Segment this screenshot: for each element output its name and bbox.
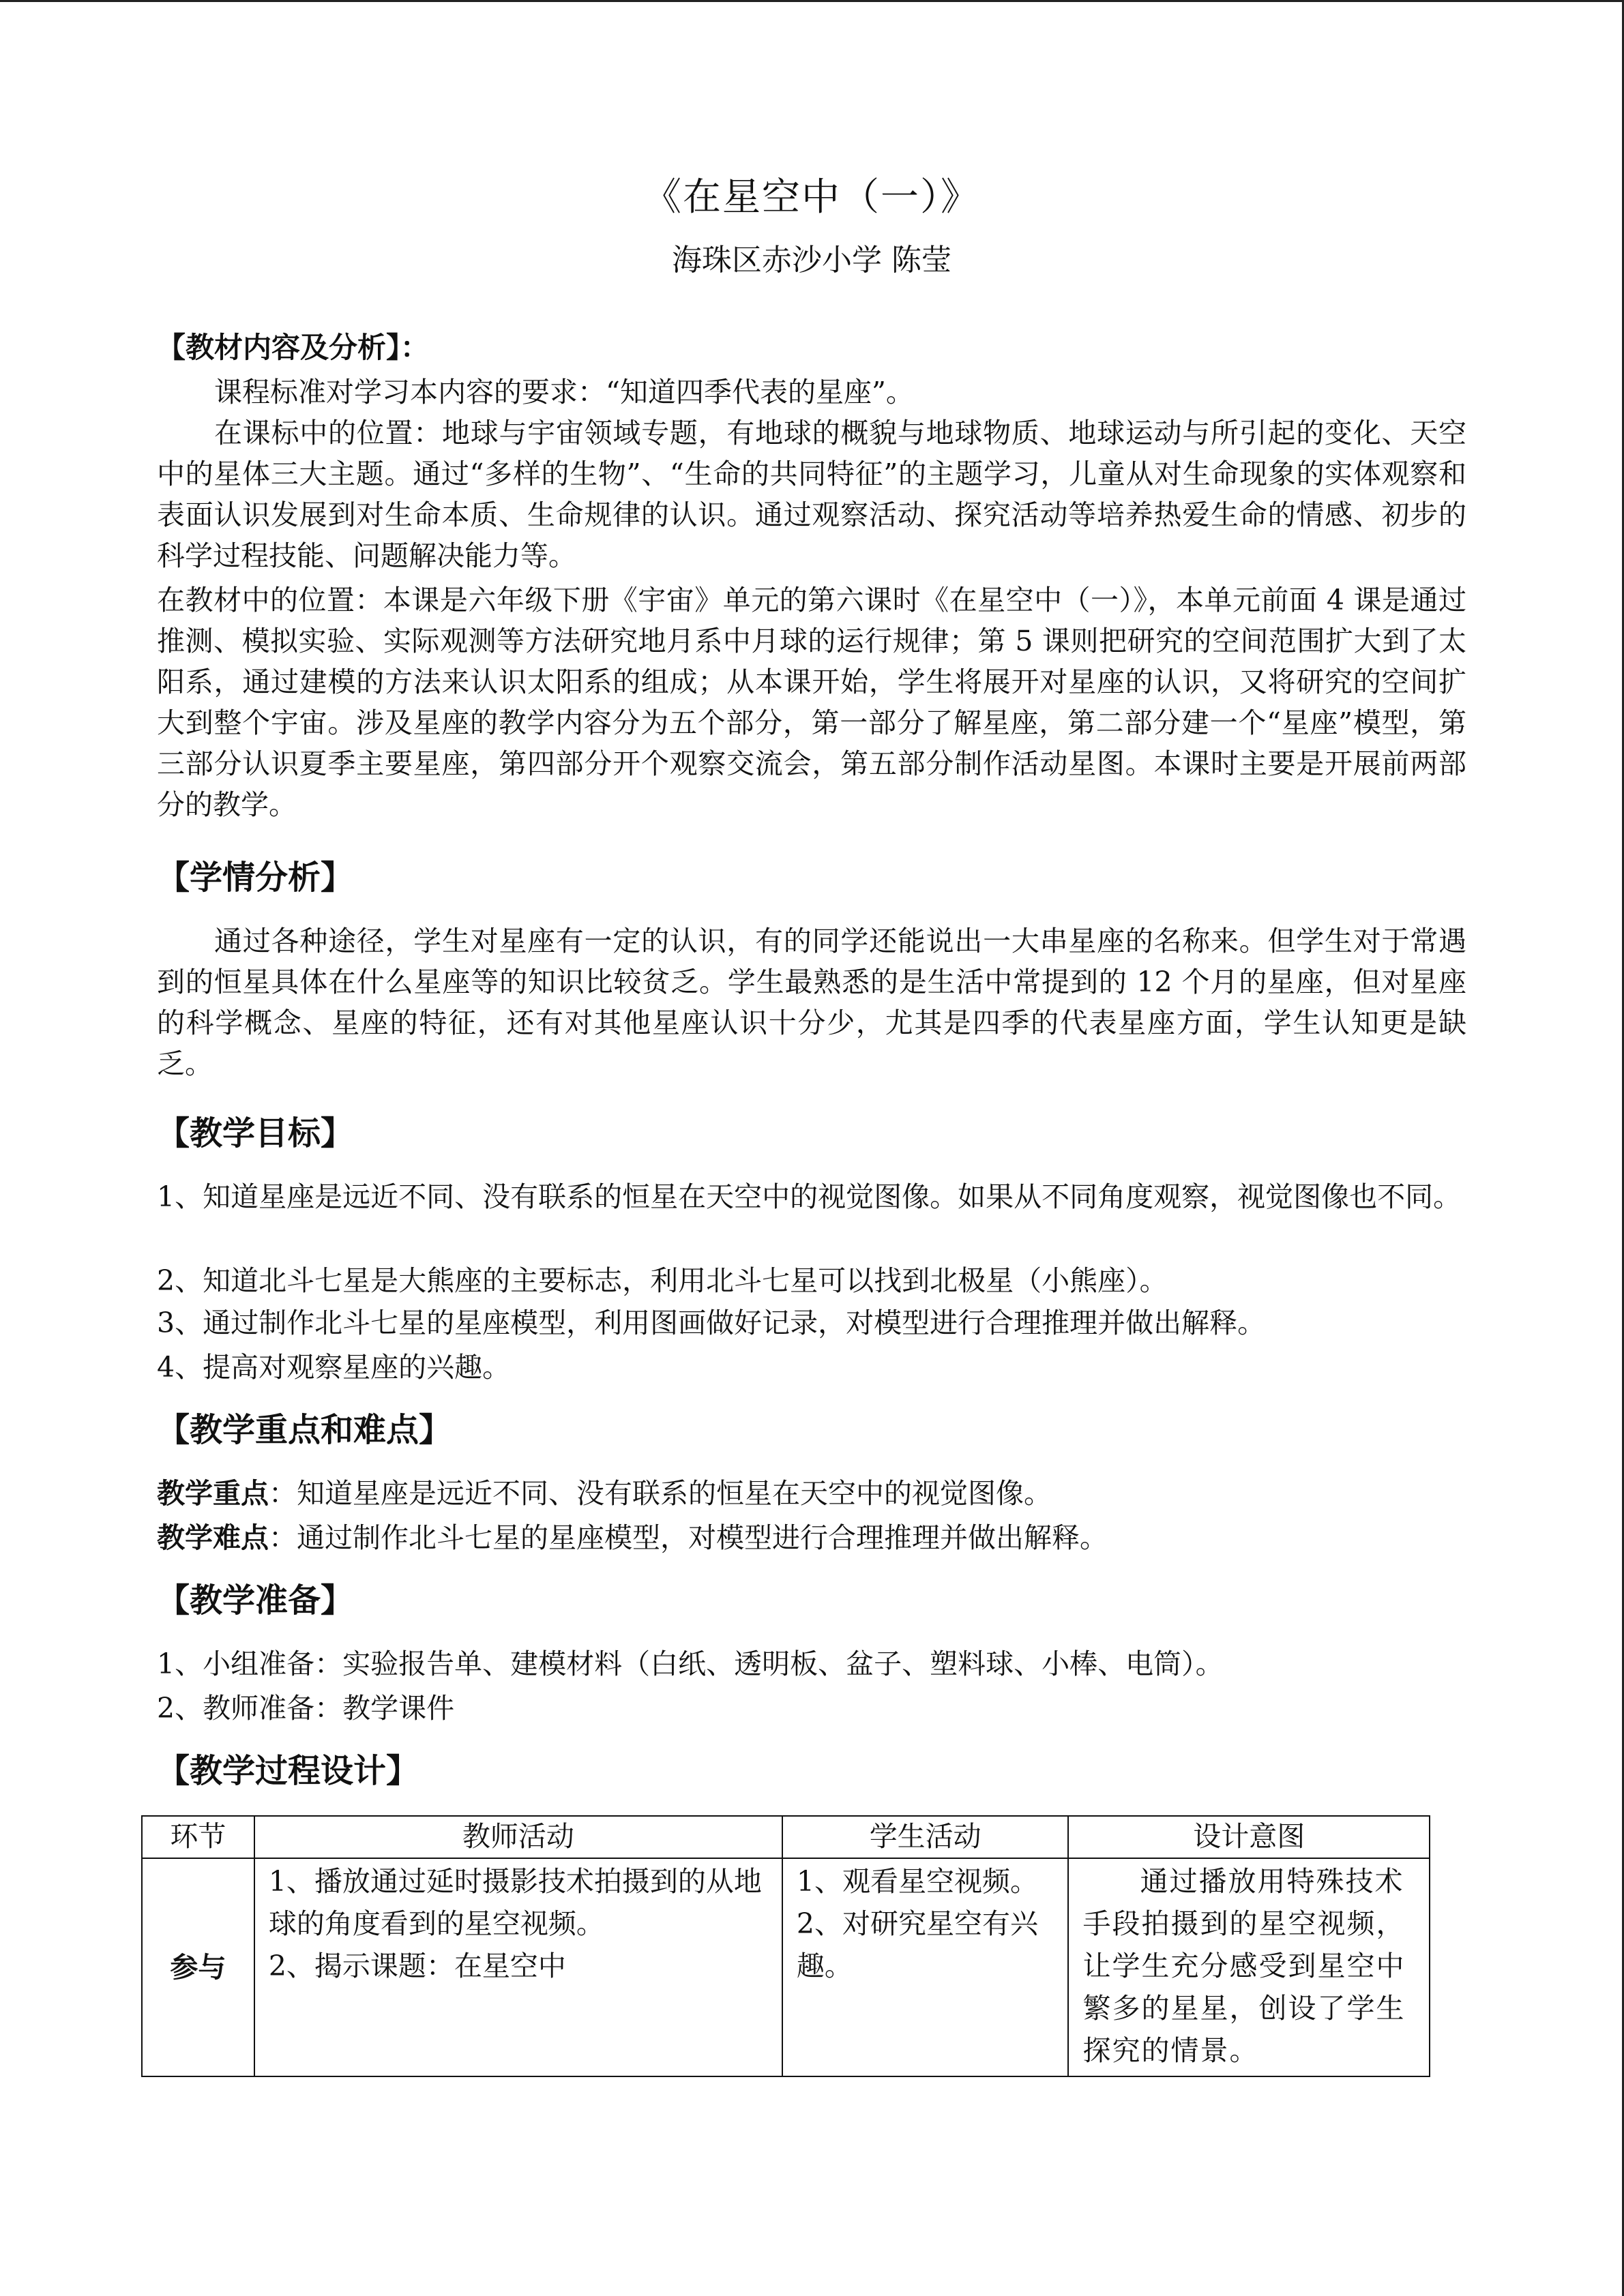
student-line-2: 2、对研究星空有兴趣。 [796, 1907, 1038, 1982]
section-heading-process: 【教学过程设计】 [157, 1752, 419, 1790]
cell-stage: 参与 [142, 1858, 254, 2076]
teacher-line-1: 1、播放通过延时摄影技术拍摄到的从地球的角度看到的星空视频。 [268, 1865, 762, 1940]
student-line-1: 1、观看星空视频。 [796, 1865, 1038, 1898]
cell-intent: 通过播放用特殊技术手段拍摄到的星空视频，让学生充分感受到星空中繁多的星星，创设了学生探究的情景。 [1068, 1858, 1430, 2076]
section-heading-students: 【学情分析】 [157, 859, 354, 897]
goal-item-4: 4、提高对观察星座的兴趣。 [157, 1351, 511, 1384]
author-line: 海珠区赤沙小学 陈莹 [672, 243, 951, 278]
teacher-line-2: 2、揭示课题：在星空中 [268, 1950, 566, 1982]
table-row [142, 1858, 1430, 2076]
column-header-teacher: 教师活动 [254, 1816, 782, 1858]
material-paragraph-1: 课程标准对学习本内容的要求：“知道四季代表的星座”。 [214, 376, 914, 408]
column-header-student: 学生活动 [782, 1816, 1069, 1858]
column-header-stage: 环节 [142, 1816, 254, 1858]
focus-label: 教学重点 [157, 1477, 269, 1510]
section-heading-keypoints: 【教学重点和难点】 [157, 1411, 452, 1449]
section-heading-goals: 【教学目标】 [157, 1114, 354, 1152]
material-paragraph-3: 在教材中的位置：本课是六年级下册《宇宙》单元的第六课时《在星空中（一）》，本单元前面 4 课是通过推测、模拟实验、实际观测等方法研究地月系中月球的运行规律；第 5 课则把研究的空间范围扩大到了太阳系，通过建模的方法来认识太阳系的组成；从本课开始，学生将展开对星座的认识，又将研究的空间扩大到整个宇宙。涉及星座的教学内容分为五个部分，第一部分了解星座，第二部分建一个“星座”模型，第三部分认识夏季主要星座，第四部分开个观察交流会，第五部分制作活动星图。本课时主要是开展前两部分的教学。 [157, 584, 1466, 821]
cell-student [782, 1858, 1069, 2076]
goal-item-2: 2、知道北斗七星是大熊座的主要标志，利用北斗七星可以找到北极星（小熊座）。 [157, 1264, 1168, 1297]
section-heading-material: 【教材内容及分析】： [157, 331, 430, 364]
difficulty-label: 教学难点 [157, 1521, 269, 1554]
prep-item-2: 2、教师准备：教学课件 [157, 1692, 455, 1725]
section-heading-prep: 【教学准备】 [157, 1581, 354, 1620]
cell-teacher [254, 1858, 782, 2076]
column-header-intent: 设计意图 [1068, 1816, 1430, 1858]
focus-line [157, 1473, 1466, 1514]
focus-text: ：知道星座是远近不同、没有联系的恒星在天空中的视觉图像。 [269, 1477, 1052, 1510]
goal-item-3: 3、通过制作北斗七星的星座模型，利用图画做好记录，对模型进行合理推理并做出解释。 [157, 1307, 1266, 1339]
page-border-top [0, 0, 1624, 2]
prep-item-1: 1、小组准备：实验报告单、建模材料（白纸、透明板、盆子、塑料球、小棒、电筒）。 [157, 1648, 1224, 1680]
difficulty-line [157, 1517, 1466, 1558]
page-title: 《在星空中（一）》 [643, 175, 980, 220]
goal-item-1: 1、知道星座是远近不同、没有联系的恒星在天空中的视觉图像。如果从不同角度观察，视觉图像也不同。 [157, 1180, 1462, 1213]
difficulty-text: ：通过制作北斗七星的星座模型，对模型进行合理推理并做出解释。 [269, 1521, 1108, 1554]
process-table [141, 1815, 1430, 2077]
material-paragraph-2: 在课标中的位置：地球与宇宙领域专题，有地球的概貌与地球物质、地球运动与所引起的变化、天空中的星体三大主题。通过“多样的生物”、“生命的共同特征”的主题学习，儿童从对生命现象的实体观察和表面认识发展到对生命本质、生命规律的认识。通过观察活动、探究活动等培养热爱生命的情感、初步的科学过程技能、问题解决能力等。 [157, 417, 1466, 572]
table-header-row [142, 1816, 1430, 1858]
students-paragraph: 通过各种途径，学生对星座有一定的认识，有的同学还能说出一大串星座的名称来。但学生对于常遇到的恒星具体在什么星座等的知识比较贫乏。学生最熟悉的是生活中常提到的 12 个月的星座，但对星座的科学概念、星座的特征，还有对其他星座认识十分少，尤其是四季的代表星座方面，学生认知更是缺乏。 [157, 925, 1466, 1080]
